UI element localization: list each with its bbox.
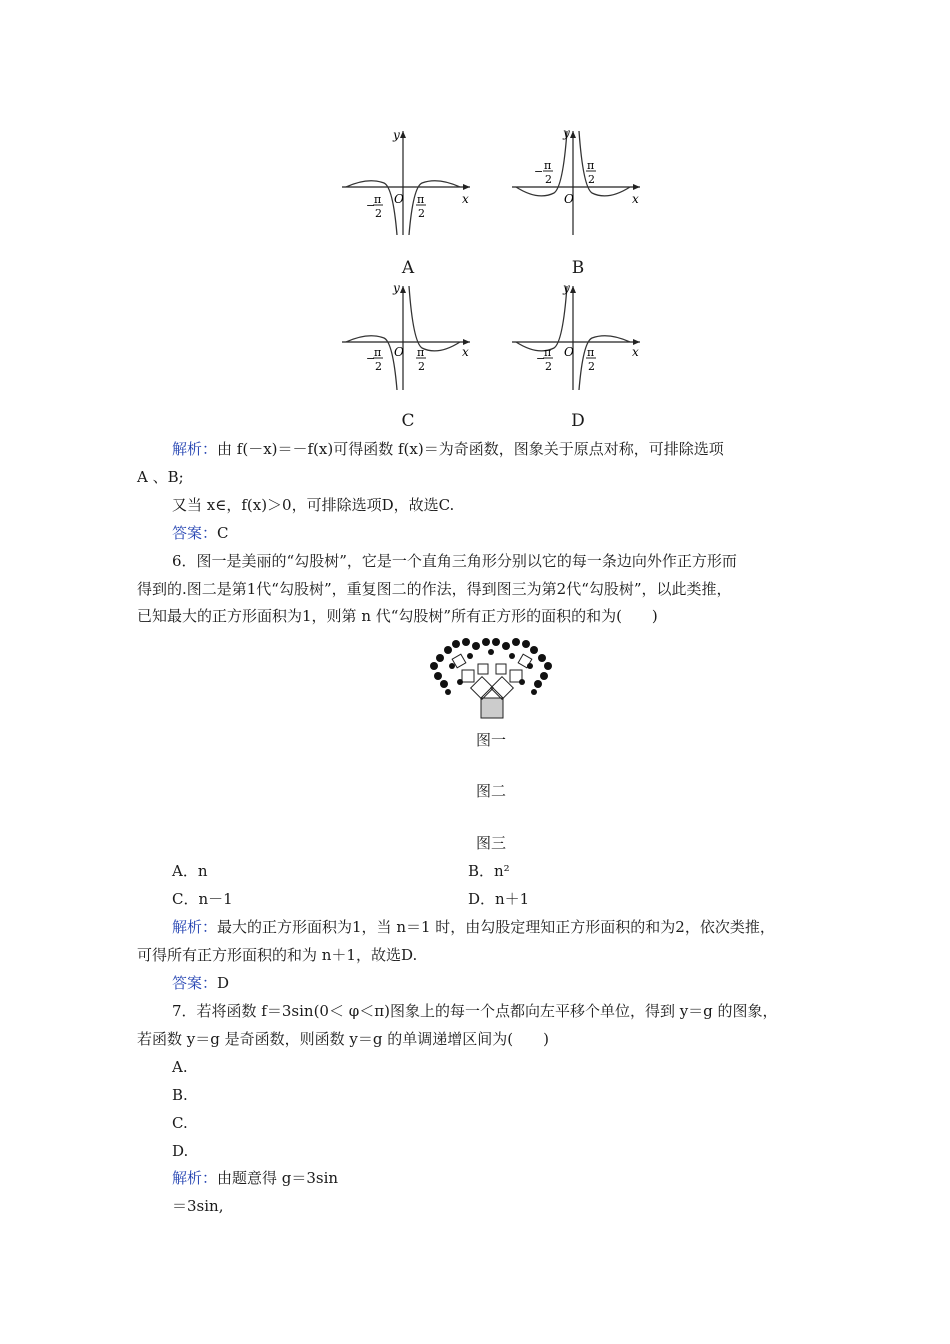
answer-value: D bbox=[217, 974, 230, 992]
analysis-label: 解析： bbox=[172, 918, 218, 936]
q6-stem-line3: 已知最大的正方形面积为1，则第 n 代“勾股树”所有正方形的面积的和为( ) bbox=[137, 607, 658, 625]
origin-label: O bbox=[394, 192, 404, 206]
svg-text:π: π bbox=[544, 346, 552, 359]
q7-option-d: D. bbox=[172, 1142, 189, 1160]
svg-text:−: − bbox=[536, 352, 546, 365]
q7-stem-line2: 若函数 y＝g 是奇函数，则函数 y＝g 的单调递增区间为( ) bbox=[137, 1030, 549, 1048]
q6-stem-line2: 得到的.图二是第1代“勾股树”，重复图二的作法，得到图三为第2代“勾股树”，以此类推， bbox=[137, 580, 732, 598]
graph-caption-d: D bbox=[571, 411, 585, 431]
graph-caption-b: B bbox=[571, 258, 585, 278]
origin-label: O bbox=[564, 192, 574, 206]
y-axis-label: y bbox=[393, 128, 400, 142]
q6-answer bbox=[172, 973, 229, 993]
graph-a bbox=[338, 125, 478, 240]
q7-analysis-line2: ＝3sin, bbox=[172, 1197, 224, 1215]
svg-text:2: 2 bbox=[588, 173, 595, 186]
svg-text:2: 2 bbox=[418, 360, 425, 373]
answer-value: C bbox=[217, 524, 229, 542]
figure-caption-2: 图二 bbox=[476, 782, 507, 800]
svg-text:π: π bbox=[587, 159, 595, 172]
y-axis-label: y bbox=[563, 126, 570, 140]
svg-text:π: π bbox=[374, 193, 382, 206]
graph-caption-a: A bbox=[401, 258, 415, 278]
svg-text:2: 2 bbox=[545, 360, 552, 373]
x-axis-label: x bbox=[632, 192, 639, 206]
graph-d bbox=[508, 280, 648, 395]
q6-option-c: C．n－1 bbox=[172, 890, 233, 908]
q5-analysis-line1: 解析：由 f(－x)＝－f(x)可得函数 f(x)＝为奇函数，图象关于原点对称，可排除选项 bbox=[172, 440, 724, 458]
svg-text:−: − bbox=[534, 165, 544, 178]
svg-text:2: 2 bbox=[588, 360, 595, 373]
svg-text:2: 2 bbox=[545, 173, 552, 186]
svg-text:2: 2 bbox=[418, 207, 425, 220]
answer-label: 答案： bbox=[172, 974, 218, 992]
svg-text:π: π bbox=[417, 346, 425, 359]
svg-text:π: π bbox=[417, 193, 425, 206]
q7-option-c: C. bbox=[172, 1114, 188, 1132]
graph-b bbox=[508, 125, 648, 240]
q5-analysis-line3: 又当 x∈，f(x)＞0，可排除选项D，故选C. bbox=[172, 496, 455, 514]
x-axis-label: x bbox=[462, 345, 469, 359]
figure-caption-3: 图三 bbox=[476, 834, 507, 852]
svg-text:2: 2 bbox=[375, 207, 382, 220]
svg-text:π: π bbox=[544, 159, 552, 172]
q6-option-a: A．n bbox=[172, 862, 208, 880]
y-axis-label: y bbox=[393, 281, 400, 295]
q6-option-d: D．n＋1 bbox=[468, 890, 530, 908]
answer-label: 答案： bbox=[172, 524, 218, 542]
q6-option-b: B．n² bbox=[468, 862, 510, 880]
svg-text:−: − bbox=[366, 199, 376, 212]
x-axis-label: x bbox=[462, 192, 469, 206]
q7-stem-line1: 7．若将函数 f＝3sin(0＜ φ＜π)图象上的每一个点都向左平移个单位，得到 y＝g 的图象， bbox=[172, 1002, 778, 1020]
svg-text:π: π bbox=[374, 346, 382, 359]
svg-text:−: − bbox=[366, 352, 376, 365]
origin-label: O bbox=[394, 345, 404, 359]
analysis-label: 解析： bbox=[172, 440, 218, 458]
pythagoras-tree-image bbox=[426, 636, 556, 720]
svg-text:π: π bbox=[587, 346, 595, 359]
svg-text:2: 2 bbox=[375, 360, 382, 373]
y-axis-label: y bbox=[563, 281, 570, 295]
origin-label: O bbox=[564, 345, 574, 359]
analysis-label: 解析： bbox=[172, 1169, 218, 1187]
q7-option-b: B. bbox=[172, 1086, 188, 1104]
q7-option-a: A. bbox=[172, 1058, 188, 1076]
q7-analysis-line1: 解析：由题意得 g＝3sin bbox=[172, 1169, 339, 1187]
q5-analysis-line2: A 、B; bbox=[137, 468, 184, 486]
figure-caption-1: 图一 bbox=[476, 731, 507, 749]
graph-c bbox=[338, 280, 478, 395]
q6-analysis-line1: 解析：最大的正方形面积为1，当 n＝1 时，由勾股定理知正方形面积的和为2，依次类推， bbox=[172, 918, 775, 936]
x-axis-label: x bbox=[632, 345, 639, 359]
q6-stem-line1: 6．图一是美丽的“勾股树”，它是一个直角三角形分别以它的每一条边向外作正方形而 bbox=[172, 552, 737, 570]
q6-analysis-line2: 可得所有正方形面积的和为 n＋1，故选D. bbox=[137, 946, 418, 964]
q5-answer bbox=[172, 523, 229, 543]
graph-caption-c: C bbox=[401, 411, 415, 431]
